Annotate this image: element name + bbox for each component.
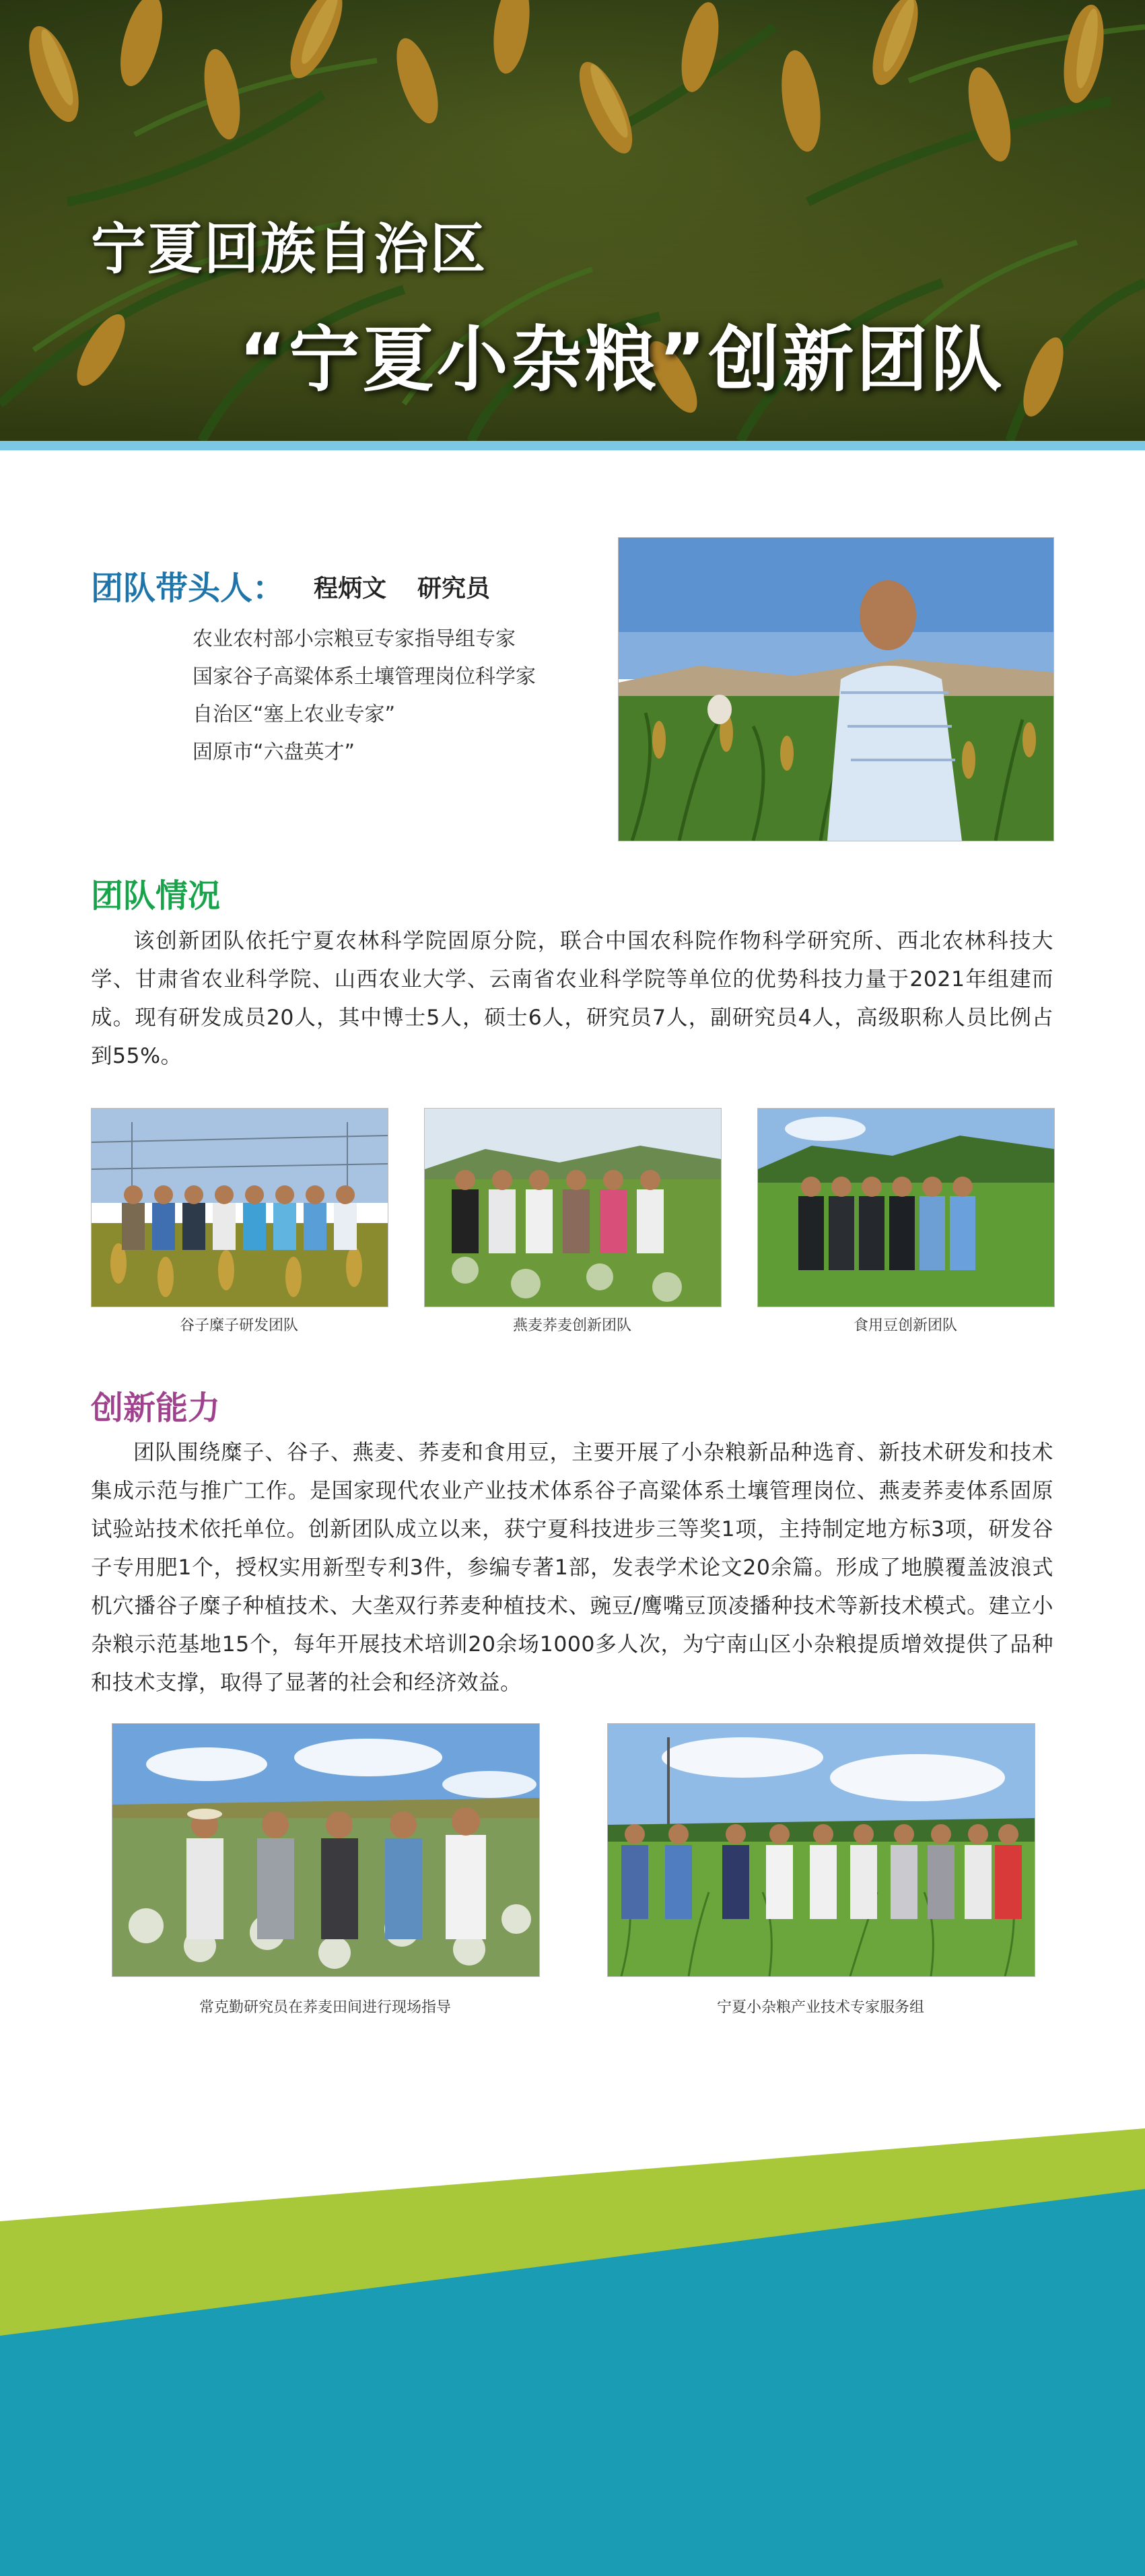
leader-title-item: 自治区“塞上农业专家” <box>193 703 396 726</box>
innovation-caption-expert-group: 宁夏小杂粮产业技术专家服务组 <box>716 1999 924 2016</box>
team-caption-oat: 燕麦荞麦创新团队 <box>512 1317 631 1334</box>
leader-rank: 研究员 <box>417 575 491 602</box>
team-photo-bean <box>757 1108 1055 1307</box>
header-title-line1: 宁夏回族自治区 <box>91 217 487 281</box>
header-divider-band <box>0 441 1145 450</box>
innovation-photo-buckwheat-guidance <box>112 1723 540 1977</box>
team-caption-bean: 食用豆创新团队 <box>853 1317 957 1334</box>
leader-title-item: 固原市“六盘英才” <box>193 740 355 764</box>
header-banner <box>0 0 1145 441</box>
innovation-heading: 创新能力 <box>91 1389 221 1427</box>
team-photo-oat <box>424 1108 722 1307</box>
leader-titles-list <box>193 621 536 771</box>
team-heading: 团队情况 <box>91 877 221 915</box>
team-caption-millet: 谷子糜子研发团队 <box>179 1317 298 1334</box>
leader-title-item: 国家谷子高粱体系土壤管理岗位科学家 <box>193 665 536 689</box>
header-title-line2: “宁夏小杂粮”创新团队 <box>239 318 1005 401</box>
footer-wave-decoration <box>0 2114 1145 2576</box>
team-photo-millet <box>91 1108 388 1307</box>
leader-portrait-photo <box>618 537 1054 841</box>
leader-name: 程炳文 <box>314 575 387 602</box>
leader-title-item: 农业农村部小宗粮豆专家指导组专家 <box>193 627 516 651</box>
innovation-paragraph: 团队围绕糜子、谷子、燕麦、荞麦和食用豆，主要开展了小杂粮新品种选育、新技术研发和技术集成示范与推广工作。是国家现代农业产业技术体系谷子高粱体系土壤管理岗位、燕麦荞麦体系固原试验站技术依托单位。创新团队成立以来，获宁夏科技进步三等奖1项，主持制定地方标3项，研发谷子专用肥1个，授权实用新型专利3件，参编专著1部，发表学术论文20余篇。形成了地膜覆盖波浪式机穴播谷子糜子种植技术、大垄双行荞麦种植技术、豌豆/鹰嘴豆顶凌播种技术等新技术模式。建立小杂粮示范基地15个，每年开展技术培训20余场1000多人次，为宁南山区小杂粮提质增效提供了品种和技术支撑，取得了显著的社会和经济效益。 <box>91 1440 1053 1695</box>
leader-heading: 团队带头人： <box>91 569 285 607</box>
innovation-caption-buckwheat: 常克勤研究员在荞麦田间进行现场指导 <box>199 1999 451 2016</box>
leader-name-line <box>314 569 521 604</box>
innovation-photo-expert-group <box>607 1723 1035 1977</box>
team-paragraph: 该创新团队依托宁夏农林科学院固原分院，联合中国农科院作物科学研究所、西北农林科技大学、甘肃省农业科学院、山西农业大学、云南省农业科学院等单位的优势科技力量于2021年组建而成。现有研发成员20人，其中博士5人，硕士6人，研究员7人，副研究员4人，高级职称人员比例占到55%。 <box>91 929 1053 1068</box>
